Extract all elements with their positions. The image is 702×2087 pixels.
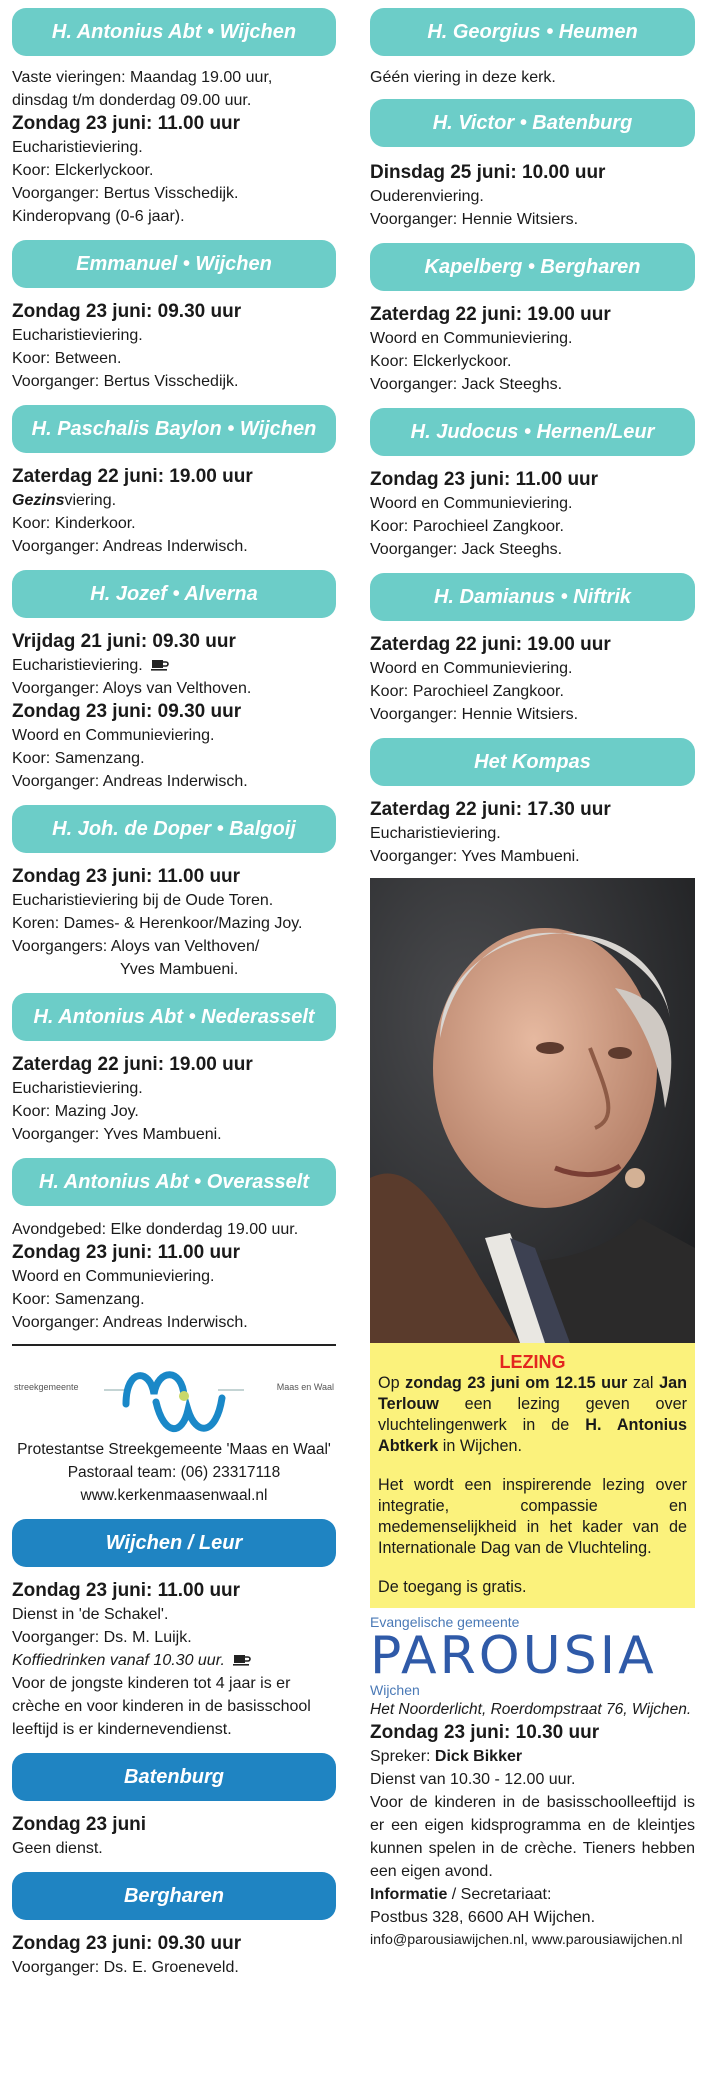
text-line: Koren: Dames- & Herenkoor/Mazing Joy. [12,915,303,932]
header-nederasselt: H. Antonius Abt • Nederasselt [12,993,336,1041]
overasselt-block [12,1146,336,1334]
text-line: Koor: Samenzang. [12,750,145,767]
text-line: Woord en Communieviering. [12,727,215,744]
text-line: Koor: Between. [12,350,122,367]
header-emmanuel: Emmanuel • Wijchen [12,240,336,288]
logo-text-left: streekgemeente [14,1382,79,1392]
service-time: Zaterdag 22 juni: 19.00 uur [12,1054,253,1075]
text-line: Koffiedrinken vanaf 10.30 uur. [12,1649,336,1672]
header-damianus: H. Damianus • Niftrik [370,573,695,621]
parousia-logo [370,1614,695,1698]
text-line: Eucharistieviering. [12,1080,143,1097]
batenburg-block [12,1741,336,1860]
text-line: Voorganger: Yves Mambueni. [370,848,580,865]
parousia-top-text: Evangelische gemeente [370,1614,520,1630]
service-time: Dinsdag 25 juni: 10.00 uur [370,162,606,183]
parousia-sub-text: Wijchen [370,1682,420,1698]
kompas-block [370,726,695,868]
service-time: Zondag 23 juni: 11.00 uur [12,1242,241,1263]
service-time: Zaterdag 22 juni: 19.00 uur [370,634,611,655]
parousia-kids: Voor de kinderen in de basisschoolleeftijd is er een eigen kidsprogramma en de kleintjes kunnen spelen in de crèche. Tieners hebben een eigen avond. [370,1794,695,1880]
text-line: Dienst in 'de Schakel'. [12,1606,169,1623]
text-line: Gezinsviering. [12,492,117,509]
text-line: Kinderopvang (0-6 jaar). [12,208,185,225]
text-line: Ouderenviering. [370,188,484,205]
text-line: Avondgebed: Elke donderdag 19.00 uur. [12,1221,299,1238]
pkn-block [12,1346,336,1507]
victor-block [370,89,695,231]
text-line: Géén viering in deze kerk. [370,69,556,86]
text-line: Voorgangers: Aloys van Velthoven/ [12,938,260,955]
lezing-title: LEZING [499,1352,566,1372]
parousia-contact[interactable]: info@parousiawijchen.nl, www.parousiawijchen.nl [370,1932,683,1948]
parousia-wordmark: PAROUSIA [370,1626,657,1686]
georgius-block [370,0,695,89]
text-line: Voorganger: Ds. M. Luijk. [12,1629,192,1646]
text-line: Eucharistieviering bij de Oude Toren. [12,892,274,909]
service-time: Zondag 23 juni: 10.30 uur [370,1722,600,1743]
service-time: Zondag 23 juni: 11.00 uur [370,469,599,490]
text-line: Dienst van 10.30 - 12.00 uur. [370,1771,576,1788]
coffee-cup-icon [233,1654,253,1666]
lezing-paragraph-1: Op zondag 23 juni om 12.15 uur zal Jan Terlouw een lezing geven over vluchtelingenwerk in de H. Antonius Abtkerk in Wijchen. [378,1374,687,1455]
lezing-paragraph-2: Het wordt een inspirerende lezing over integratie, compassie en medemenselijkheid in het kader van de Internationale Dag van de Vluchteling. [378,1476,687,1557]
text-line: Koor: Samenzang. [12,1291,145,1308]
header-wijchen-leur: Wijchen / Leur [12,1519,336,1567]
doper-block [12,793,336,981]
antonius-wijchen-block [12,0,336,228]
jozef-block [12,558,336,793]
header-doper: H. Joh. de Doper • Balgoij [12,805,336,853]
header-victor: H. Victor • Batenburg [370,99,695,147]
service-time: Zondag 23 juni: 09.30 uur [12,301,242,322]
kapelberg-block [370,231,695,396]
header-jozef: H. Jozef • Alverna [12,570,336,618]
pkn-url[interactable]: www.kerkenmaasenwaal.nl [80,1487,268,1504]
text-line: Woord en Communieviering. [370,495,573,512]
text-line: Woord en Communieviering. [12,1268,215,1285]
header-kapelberg: Kapelberg • Bergharen [370,243,695,291]
text-line: Voorganger: Bertus Visschedijk. [12,373,239,390]
header-kompas: Het Kompas [370,738,695,786]
text-line: Eucharistieviering. [12,139,143,156]
right-column [370,0,695,1952]
text-line: Voor de jongste kinderen tot 4 jaar is er [12,1675,291,1692]
header-batenburg: Batenburg [12,1753,336,1801]
pkn-logo-mark [104,1354,244,1436]
text-line: Koor: Elckerlyckoor. [12,162,154,179]
service-time: Zaterdag 22 juni: 17.30 uur [370,799,611,820]
pkn-name: Protestantse Streekgemeente 'Maas en Waal' [17,1441,331,1458]
coffee-cup-icon [151,659,171,671]
service-time: Zondag 23 juni [12,1814,147,1835]
text-line: Eucharistieviering. [12,654,336,677]
text-line: Postbus 328, 6600 AH Wijchen. [370,1909,596,1926]
text-line: Woord en Communieviering. [370,660,573,677]
text-line: Voorganger: Aloys van Velthoven. [12,680,252,697]
header-georgius: H. Georgius • Heumen [370,8,695,56]
text-line: Geen dienst. [12,1840,103,1857]
lezing-box [370,1343,695,1608]
emmanuel-block [12,228,336,393]
service-time: Vrijdag 21 juni: 09.30 uur [12,631,236,652]
text-line: Eucharistieviering. [12,327,143,344]
text-line: Vaste vieringen: Maandag 19.00 uur, [12,69,273,86]
header-overasselt: H. Antonius Abt • Overasselt [12,1158,336,1206]
speaker-portrait [370,878,695,1343]
header-bergharen: Bergharen [12,1872,336,1920]
service-time: Zaterdag 22 juni: 19.00 uur [12,466,253,487]
logo-text-right: Maas en Waal [276,1382,334,1392]
judocus-block [370,396,695,561]
text-line: Koor: Parochieel Zangkoor. [370,683,564,700]
text-line: Voorganger: Andreas Inderwisch. [12,773,248,790]
header-paschalis: H. Paschalis Baylon • Wijchen [12,405,336,453]
text-line: Koor: Elckerlyckoor. [370,353,512,370]
text-line: Informatie / Secretariaat: [370,1886,552,1903]
parousia-address: Het Noorderlicht, Roerdompstraat 76, Wijchen. [370,1701,692,1718]
header-antonius-wijchen: H. Antonius Abt • Wijchen [12,8,336,56]
text-line: Voorganger: Bertus Visschedijk. [12,185,239,202]
text-line: Voorganger: Ds. E. Groeneveld. [12,1959,239,1976]
text-line: Voorganger: Andreas Inderwisch. [12,538,248,555]
pkn-phone: Pastoraal team: (06) 23317118 [67,1464,281,1481]
service-time: Zondag 23 juni: 09.30 uur [12,1933,242,1954]
wijchen-leur-block [12,1507,336,1741]
text-line: Eucharistieviering. [370,825,501,842]
text-line: Spreker: Dick Bikker [370,1748,523,1765]
nederasselt-block [12,981,336,1146]
service-time: Zaterdag 22 juni: 19.00 uur [370,304,611,325]
text-line: Voorganger: Andreas Inderwisch. [12,1314,248,1331]
text-line: leeftijd is er kindernevendienst. [12,1721,232,1738]
damianus-block [370,561,695,726]
speaker-photo [370,878,695,1343]
pkn-logo [12,1352,336,1438]
service-time: Zondag 23 juni: 11.00 uur [12,866,241,887]
text-line: Woord en Communieviering. [370,330,573,347]
bergharen-block [12,1860,336,1979]
text-line: Koor: Parochieel Zangkoor. [370,518,564,535]
text-line: Koor: Kinderkoor. [12,515,136,532]
lezing-paragraph-3: De toegang is gratis. [378,1578,527,1596]
text-line: dinsdag t/m donderdag 09.00 uur. [12,92,252,109]
parousia-block [370,1608,695,1952]
text-line: Voorganger: Jack Steeghs. [370,541,563,558]
text-line: Voorganger: Hennie Witsiers. [370,706,579,723]
service-time: Zondag 23 juni: 11.00 uur [12,1580,241,1601]
header-judocus: H. Judocus • Hernen/Leur [370,408,695,456]
service-time: Zondag 23 juni: 11.00 uur [12,113,241,134]
paschalis-block [12,393,336,558]
text-line: crèche en voor kinderen in de basisschool [12,1698,311,1715]
text-line: Yves Mambueni. [120,961,239,978]
left-column [12,0,336,1979]
text-line: Koor: Mazing Joy. [12,1103,139,1120]
text-line: Voorganger: Hennie Witsiers. [370,211,579,228]
text-line: Voorganger: Jack Steeghs. [370,376,563,393]
service-time: Zondag 23 juni: 09.30 uur [12,701,242,722]
text-line: Voorganger: Yves Mambueni. [12,1126,222,1143]
